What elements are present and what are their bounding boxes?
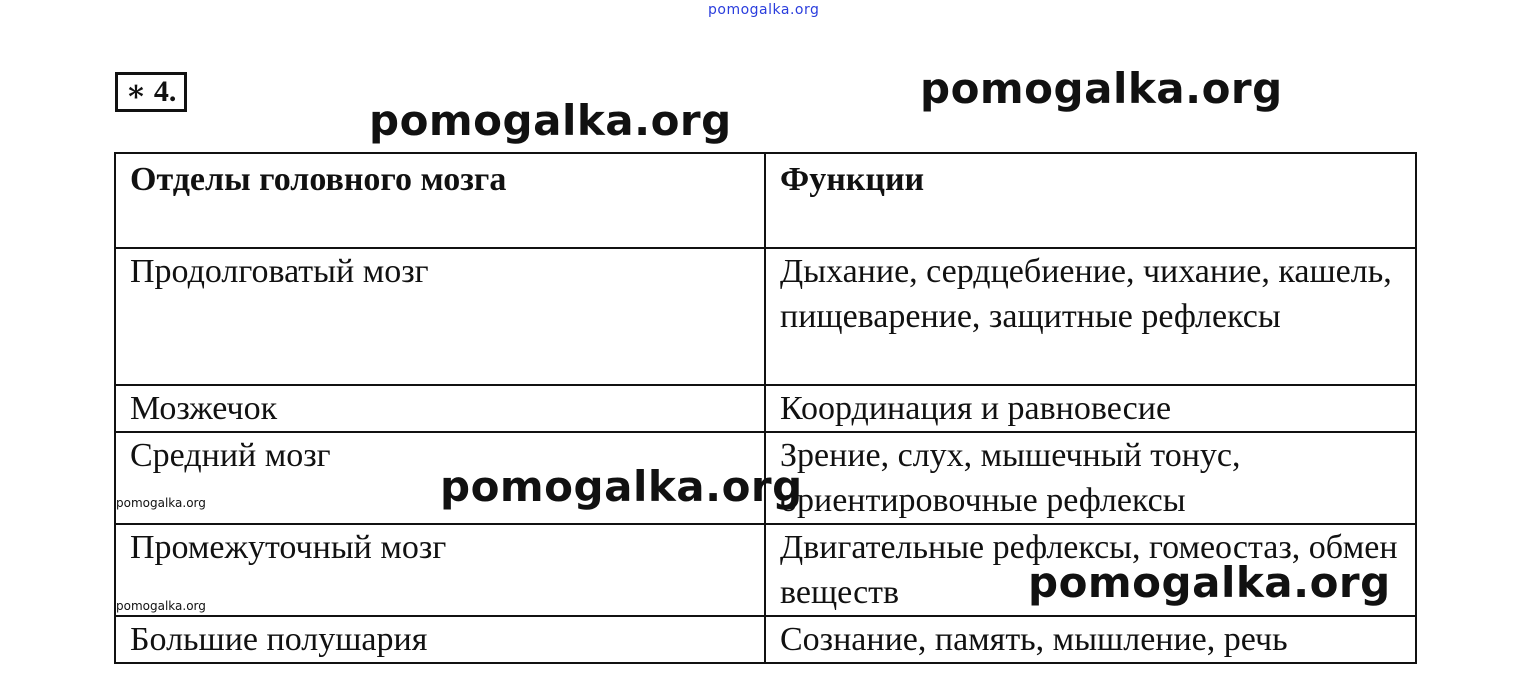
watermark-big: pomogalka.org bbox=[1028, 558, 1391, 607]
brain-part-cell: Мозжечок bbox=[115, 385, 765, 432]
brain-part-cell: Средний мозг bbox=[115, 432, 765, 524]
function-cell: Зрение, слух, мышечный тонус, ориентировочные рефлексы bbox=[765, 432, 1416, 524]
function-cell: Координация и равновесие bbox=[765, 385, 1416, 432]
watermark-small: pomogalka.org bbox=[116, 599, 206, 613]
table-row bbox=[115, 385, 1416, 432]
brain-part-cell: Большие полушария bbox=[115, 616, 765, 663]
task-number-label: ∗ 4. bbox=[115, 72, 187, 112]
header-functions: Функции bbox=[765, 153, 1416, 248]
header-brain-parts: Отделы головного мозга bbox=[115, 153, 765, 248]
table-header-row bbox=[115, 153, 1416, 248]
watermark-top: pomogalka.org bbox=[708, 2, 820, 18]
watermark-small: pomogalka.org bbox=[116, 496, 206, 510]
brain-part-cell: Продолговатый мозг bbox=[115, 248, 765, 385]
table-row bbox=[115, 248, 1416, 385]
watermark-big: pomogalka.org bbox=[369, 96, 732, 145]
brain-part-cell: Промежуточный мозг bbox=[115, 524, 765, 616]
function-cell: Сознание, память, мышление, речь bbox=[765, 616, 1416, 663]
table-row bbox=[115, 432, 1416, 524]
table-row bbox=[115, 616, 1416, 663]
watermark-big: pomogalka.org bbox=[920, 64, 1283, 113]
function-cell: Двигательные рефлексы, гомеостаз, обмен веществ bbox=[765, 524, 1416, 616]
watermark-big: pomogalka.org bbox=[440, 462, 803, 511]
function-cell: Дыхание, сердцебиение, чихание, кашель, пищеварение, защитные рефлексы bbox=[765, 248, 1416, 385]
